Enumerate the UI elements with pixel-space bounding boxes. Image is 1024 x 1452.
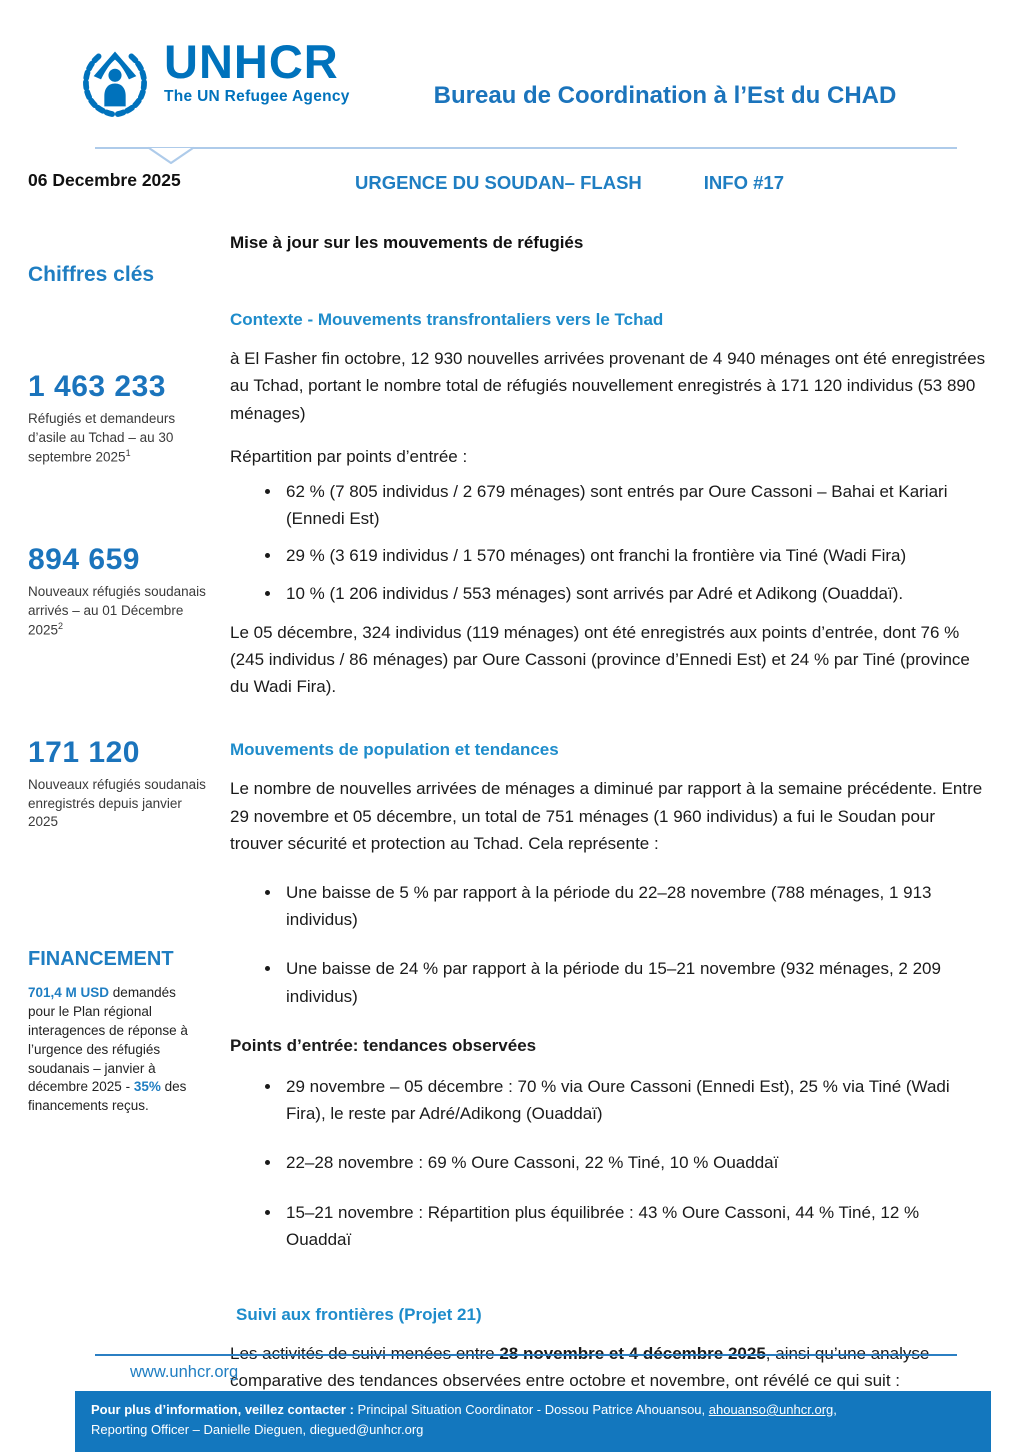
paragraph: Le nombre de nouvelles arrivées de ménages a diminué par rapport à la semaine précédente. Entre 29 novembre et 05 décembre, un total de 751 ménages (1 960 individus) a fui le Soudan pour trouver sécurité et protection au Tchad. Cela représente :	[230, 779, 983, 853]
paragraph: Répartition par points d’entrée :	[230, 446, 468, 466]
issue-number: INFO #17	[703, 172, 784, 193]
unhcr-wordmark: UNHCR	[164, 35, 339, 88]
text-run: Les activités de suivi menées entre	[230, 1344, 500, 1364]
contact-banner	[75, 1391, 991, 1452]
paragraph: à El Fasher fin octobre, 12 930 nouvelles arrivées provenant de 4 940 ménages ont été enregistrées au Tchad, portant le nombre total de réfugiés nouvellement enregistrés à 171 120 individus (53 890 ménages)	[230, 349, 986, 423]
flash-title-row	[355, 172, 784, 194]
list-item: • 62 % (7 805 individus / 2 679 ménages) sont entrés par Oure Cassoni – Bahai et Kariari (Ennedi Est)	[282, 478, 986, 532]
paragraph: Le 05 décembre, 324 individus (119 ménages) ont été enregistrés aux points d’entrée, dont 76 % (245 individus / 86 ménages) par Oure Cassoni (province d’Ennedi Est) et 24 % par Tiné (province du Wadi Fira).	[230, 622, 970, 697]
stat-value: 1 463 233	[28, 370, 166, 403]
list-item: • 10 % (1 206 individus / 553 ménages) sont arrivés par Adré et Adikong (Ouaddaï).	[282, 580, 986, 607]
list-item: • Une baisse de 5 % par rapport à la période du 22–28 novembre (788 ménages, 1 913 individus)	[282, 879, 986, 933]
stat-value: 894 659	[28, 543, 140, 576]
paragraph	[230, 1340, 986, 1394]
stat-label: Nouveaux réfugiés soudanais enregistrés depuis janvier 2025	[28, 777, 206, 830]
funding-text	[28, 984, 204, 1116]
list-item: • 22–28 novembre : 69 % Oure Cassoni, 22 % Tiné, 10 % Ouaddaï	[282, 1149, 986, 1176]
decrease-list	[230, 879, 986, 1010]
footer-divider	[95, 1354, 957, 1356]
unhcr-logo-text	[164, 35, 350, 106]
document-subject: Mise à jour sur les mouvements de réfugiés	[230, 233, 584, 252]
list-item: • Une baisse de 24 % par rapport à la période du 15–21 novembre (932 ménages, 2 209 individus)	[282, 955, 986, 1009]
stat-new-arrivals	[28, 543, 210, 640]
list-item: • 29 % (3 619 individus / 1 570 ménages) ont franchi la frontière via Tiné (Wadi Fira)	[282, 542, 986, 569]
stat-refugees-asylum	[28, 370, 210, 467]
bold-date-range: 28 novembre et 4 décembre 2025	[499, 1344, 766, 1364]
unhcr-logo	[74, 35, 350, 127]
flash-title: URGENCE DU SOUDAN– FLASH	[355, 172, 642, 193]
unhcr-emblem-icon	[74, 40, 156, 127]
stat-value: 171 120	[28, 736, 140, 769]
funding-text-mid: demandés pour le Plan régional interagences de réponse à l’urgence des réfugiés soudanais – janvier à décembre 2025 -	[28, 985, 188, 1095]
unhcr-tagline: The UN Refugee Agency	[164, 87, 350, 105]
key-figures-title: Chiffres clés	[28, 263, 155, 286]
chevron-down-icon	[147, 146, 195, 171]
entry-points-list	[230, 478, 986, 607]
issue-date: 06 Decembre 2025	[28, 170, 181, 190]
funding-percent: 35%	[133, 1079, 161, 1095]
contact-label: Pour plus d’information, veillez contacter :	[91, 1402, 354, 1417]
list-item: • 29 novembre – 05 décembre : 70 % via Oure Cassoni (Ennedi Est), 25 % via Tiné (Wadi Fira), le reste par Adré/Adikong (Ouaddaï)	[282, 1073, 986, 1127]
contact-line1: Principal Situation Coordinator - Dossou Patrice Ahouansou,	[353, 1402, 709, 1417]
section-heading-border-monitoring: Suivi aux frontières (Projet 21)	[236, 1304, 482, 1324]
contact-line1-end: ,	[833, 1402, 837, 1417]
main-content	[230, 306, 986, 1410]
section-heading-context: Contexte - Mouvements transfrontaliers vers le Tchad	[230, 310, 664, 329]
contact-line2: Reporting Officer – Danielle Dieguen, diegued@unhcr.org	[91, 1422, 424, 1438]
funding-amount: 701,4 M USD	[28, 985, 110, 1000]
section-heading-trends: Mouvements de population et tendances	[230, 740, 559, 760]
subheading-entry-trends: Points d’entrée: tendances observées	[230, 1035, 537, 1055]
website-link[interactable]: www.unhcr.org	[130, 1363, 239, 1381]
header-divider	[95, 147, 957, 149]
office-title: Bureau de Coordination à l’Est du CHAD	[433, 82, 897, 109]
footnote-ref: 2	[58, 621, 64, 632]
stat-label: Nouveaux réfugiés soudanais arrivés – au 01 Décembre 2025$^2$	[28, 584, 206, 638]
stat-label: Réfugiés et demandeurs d’asile au Tchad – au 30 septembre 2025$^1$	[28, 411, 176, 465]
funding-title: FINANCEMENT	[28, 948, 174, 970]
list-item: • 15–21 novembre : Répartition plus équilibrée : 43 % Oure Cassoni, 44 % Tiné, 12 % Ouaddaï	[282, 1199, 986, 1253]
trends-list	[230, 1073, 986, 1253]
stat-registered-since-january	[28, 736, 210, 832]
coordinator-email-link[interactable]: ahouanso@unhcr.org	[708, 1402, 834, 1417]
footnote-ref: 1	[125, 448, 131, 459]
funding-text-end: des financements reçus.	[28, 1079, 187, 1114]
text-run: , ainsi qu’une analyse comparative des tendances observées entre octobre et novembre, ont révélé ce qui suit :	[230, 1344, 930, 1391]
